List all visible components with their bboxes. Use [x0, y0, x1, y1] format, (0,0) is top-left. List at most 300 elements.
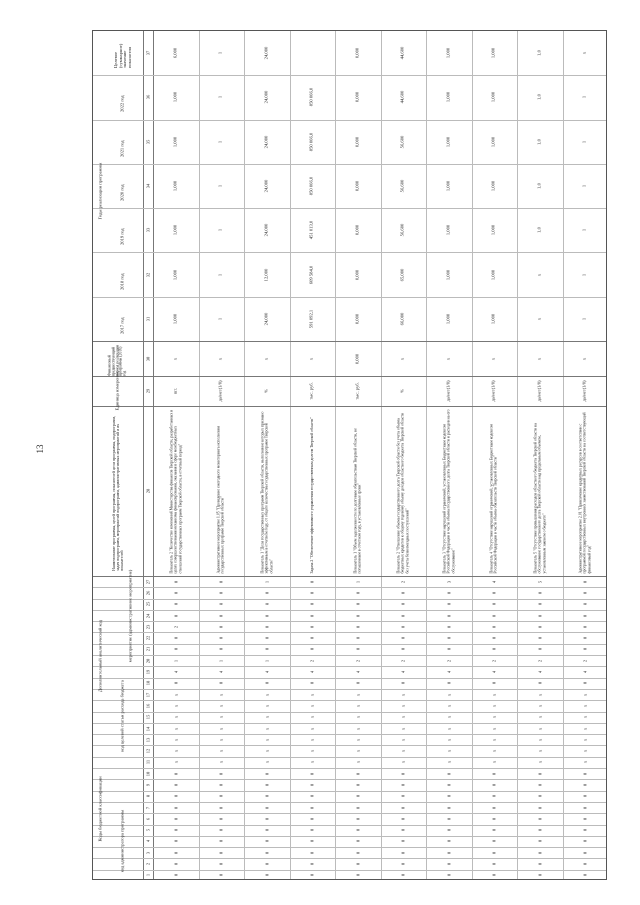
column-number: 4	[145, 840, 151, 843]
grid-line	[93, 768, 606, 769]
table-row-year-value: 0,000	[354, 269, 360, 280]
column-number: 2	[145, 862, 151, 866]
code-cell: 4	[400, 670, 406, 674]
table-row-year-value: 44,600	[399, 91, 405, 104]
code-cell: 0	[537, 829, 543, 832]
table-row-year-value: 1	[217, 229, 223, 232]
grid-line	[472, 31, 473, 879]
code-cell: х	[400, 727, 406, 730]
code-cell: 0	[309, 591, 315, 595]
code-cell: 0	[355, 625, 361, 628]
code-cell: х	[537, 704, 543, 708]
code-cell: 0	[400, 829, 406, 832]
code-cell: 0	[218, 840, 224, 843]
code-cell: 1	[264, 580, 270, 583]
table-row-year-value: 1,0	[536, 227, 542, 234]
grid-line	[426, 31, 427, 879]
code-cell: 0	[582, 580, 588, 583]
table-row-unit: %	[399, 389, 405, 393]
code-cell: 0	[446, 829, 452, 832]
code-cell: х	[309, 716, 315, 719]
table-row-finance: х	[217, 357, 223, 360]
table-row-name: Показатель 3 "Отсутствие нарушений ограничений, установленных Бюджетным кодексом Российской Федерации в части объема государственного долга Тверской области и расходов на его обслуживание"	[442, 409, 455, 574]
table-row-target: 1,000	[490, 47, 496, 59]
table-row-year-value: 850 066,0	[308, 88, 314, 107]
code-cell: х	[173, 727, 179, 730]
table-row-year-value: 1	[581, 96, 587, 99]
code-cell: 0	[218, 614, 224, 617]
table-row-year-value: 609 584,0	[308, 265, 314, 284]
code-cell: 0	[446, 840, 452, 843]
grid-line	[93, 576, 606, 577]
grid-line	[93, 75, 606, 76]
table-row-year-value: 1	[581, 140, 587, 143]
code-cell: 0	[264, 829, 270, 832]
code-cell: 0	[309, 648, 315, 651]
code-cell: 0	[264, 851, 270, 854]
table-row-year-value: 1	[217, 317, 223, 320]
grid-line	[93, 644, 606, 645]
code-cell: х	[264, 761, 270, 764]
code-cell: 0	[355, 682, 361, 685]
code-cell: 0	[491, 783, 497, 787]
code-cell: 0	[582, 682, 588, 685]
code-cell: х	[582, 704, 588, 708]
table-row-year-value: 24,000	[263, 223, 269, 237]
table-row-target: 44,600	[399, 46, 405, 60]
table-row-year-value: 1,000	[490, 136, 496, 147]
column-number: 18	[145, 681, 151, 686]
table-row-unit: шт.	[172, 387, 178, 395]
code-cell: 0	[218, 862, 224, 866]
code-cell: 0	[582, 851, 588, 854]
year-header: 2017 год	[119, 317, 125, 334]
table-row-year-value: 1	[217, 140, 223, 143]
code-cell: 0	[582, 817, 588, 820]
code-cell: 0	[446, 648, 452, 651]
code-cell: 0	[582, 806, 588, 809]
code-cell: х	[537, 738, 543, 741]
grid-line	[93, 599, 606, 600]
code-cell: 0	[355, 862, 361, 866]
code-cell: 0	[173, 772, 179, 775]
code-cell: 0	[400, 851, 406, 854]
code-cell: 0	[582, 772, 588, 775]
grid-line	[93, 655, 606, 656]
code-cell: 2	[400, 659, 406, 662]
table-row-name: Административное мероприятие 1.05 "Проведение ежегодного мониторинга исполнения государственных программ Тверской области"	[216, 426, 226, 574]
grid-line	[93, 208, 606, 209]
code-cell: 0	[218, 829, 224, 832]
table-row-year-value: 0,000	[354, 313, 360, 325]
table-row-finance: х	[445, 357, 451, 360]
code-cell: х	[173, 704, 179, 708]
code-cell: 8	[264, 603, 270, 606]
grid-line	[153, 31, 154, 879]
code-cell: х	[400, 761, 406, 764]
table-row-finance: х	[308, 357, 314, 360]
code-cell: 0	[309, 851, 315, 854]
table-row-unit: да/нет(1/0)	[581, 380, 587, 402]
code-cell: 0	[355, 851, 361, 854]
code-cell: 0	[309, 772, 315, 775]
code-cell: 0	[537, 806, 543, 809]
table-row-year-value: 1,000	[172, 269, 178, 280]
code-cell: 0	[173, 603, 179, 606]
code-cell: 2	[355, 659, 361, 662]
code-cell: х	[537, 716, 543, 719]
column-number: 32	[145, 272, 151, 277]
code-cell: 0	[173, 851, 179, 854]
code-cell: 0	[264, 637, 270, 640]
code-cell: 0	[218, 783, 224, 787]
code-cell: 0	[218, 625, 224, 628]
column-number: 35	[145, 139, 151, 144]
code-cell: х	[355, 716, 361, 719]
column-number: 25	[145, 601, 151, 607]
column-number: 8	[145, 795, 151, 798]
code-cell: х	[446, 749, 452, 753]
code-cell: х	[218, 693, 224, 696]
grid-line	[93, 745, 606, 746]
column-number: 20	[145, 658, 151, 663]
table-row-year-value: 1,000	[445, 269, 451, 280]
year-header: 2019 год	[119, 228, 125, 246]
table-row-finance: 0,000	[354, 353, 360, 364]
code-cell: 0	[400, 862, 406, 866]
code-cell: 0	[537, 783, 543, 787]
code-cell: х	[446, 738, 452, 741]
code-cell: 0	[446, 874, 452, 877]
code-cell: 0	[173, 682, 179, 685]
grid-line	[93, 779, 606, 780]
grid-line	[563, 31, 564, 879]
code-cell: 0	[400, 795, 406, 798]
code-cell: 4	[491, 670, 497, 674]
code-cell: 0	[400, 614, 406, 617]
code-cell: 4	[446, 670, 452, 674]
grid-line	[93, 678, 606, 679]
code-cell: 0	[309, 783, 315, 787]
code-cell: х	[446, 761, 452, 764]
table-row-year-value: 1,000	[445, 92, 451, 103]
code-cell: х	[173, 761, 179, 764]
code-cell: 0	[446, 806, 452, 809]
code-cell: х	[264, 704, 270, 708]
code-cell: 0	[218, 874, 224, 877]
code-cell: 0	[218, 851, 224, 854]
code-cell: 2	[582, 659, 588, 662]
code-cell: х	[491, 727, 497, 730]
code-cell: х	[400, 749, 406, 753]
code-cell: 0	[491, 648, 497, 651]
column-number: 3	[145, 851, 151, 854]
grid-line	[93, 406, 606, 407]
code-cell: 0	[309, 603, 315, 606]
code-cell: 0	[446, 625, 452, 628]
code-cell: 0	[309, 795, 315, 798]
code-cell: х	[582, 738, 588, 741]
column-number: 13	[145, 737, 151, 743]
table-row-year-value: 0,000	[354, 92, 360, 103]
table-row-year-value: 56,600	[399, 135, 405, 149]
code-cell: 0	[537, 637, 543, 640]
column-number: 7	[145, 806, 151, 809]
table-row-unit: да/нет(1/0)	[536, 380, 542, 402]
code-cell: х	[173, 693, 179, 696]
table-row-unit: тыс. руб.	[308, 382, 314, 400]
code-cell: 0	[264, 591, 270, 595]
finance-header: Финансовый предшествующий период реализации программы (2016) год	[107, 344, 127, 376]
grid-line	[93, 164, 606, 165]
code-cell: 4	[491, 580, 497, 583]
code-cell: х	[537, 693, 543, 696]
grid-line	[93, 297, 606, 298]
code-cell: 0	[264, 874, 270, 877]
code-cell: 0	[264, 806, 270, 809]
code-cell: 0	[537, 614, 543, 617]
code-cell: 0	[491, 829, 497, 832]
code-cell: х	[582, 761, 588, 764]
table-row-unit: да/нет(1/0)	[445, 380, 451, 402]
table-row-year-value: 56,600	[399, 179, 405, 193]
code-cell: 0	[173, 783, 179, 787]
code-cell: 8	[582, 603, 588, 606]
table-row-year-value: 1,000	[445, 225, 451, 236]
grid-line	[93, 757, 606, 758]
table-row-year-value: 1	[217, 184, 223, 188]
table-row-target: 1,0	[536, 50, 542, 57]
code-cell: 0	[309, 862, 315, 866]
grid-line	[290, 31, 291, 879]
code-cell: 0	[537, 840, 543, 843]
code-cell: 0	[218, 591, 224, 595]
code-cell: 0	[218, 772, 224, 775]
target-article-header: код целевой статьи расхода бюджета	[119, 680, 125, 752]
table-row-unit: %	[263, 389, 269, 393]
code-cell: 2	[400, 580, 406, 583]
table-row-year-value: 1,000	[172, 92, 178, 103]
code-cell: 0	[173, 874, 179, 877]
code-cell: 0	[537, 817, 543, 820]
table-row-year-value: 66,000	[399, 312, 405, 326]
code-cell: 0	[537, 851, 543, 854]
table-row-year-value: 1,0	[536, 183, 542, 189]
column-number: 37	[145, 50, 151, 56]
table-row-finance: х	[490, 357, 496, 360]
grid-line	[93, 621, 606, 622]
year-header: 2018 год	[119, 272, 125, 290]
table-row-year-value: х	[536, 273, 542, 276]
table-row-name: Показатель 2 "Количество изменений Министерства финансов Тверской области, разработанных в целях совершенствования механизма финансирования, оказания в сфере межбюджетных отношений государственных программ Тверской области, в отчетный период"	[169, 409, 182, 574]
code-cell: х	[264, 727, 270, 730]
table-row-year-value: 24,000	[263, 135, 269, 149]
code-cell: 0	[355, 591, 361, 595]
grid-line	[93, 666, 606, 667]
table-row-finance: х	[399, 357, 405, 360]
code-cell: 2	[309, 659, 315, 662]
code-cell: 0	[355, 874, 361, 877]
code-cell: х	[582, 693, 588, 696]
year-header: 2022 год	[119, 95, 125, 113]
code-cell: х	[355, 761, 361, 764]
column-number: 6	[145, 817, 151, 820]
column-number: 30	[145, 356, 151, 361]
table-row-finance: х	[581, 357, 587, 360]
grid-line	[93, 120, 606, 121]
table-row-year-value: 1	[217, 96, 223, 99]
code-cell: 0	[218, 682, 224, 685]
grid-line	[93, 712, 606, 713]
group-years-header: Годы реализации программы	[97, 162, 103, 220]
code-cell: х	[218, 704, 224, 708]
column-number: 19	[145, 669, 151, 675]
code-cell: 0	[446, 772, 452, 775]
code-cell: 0	[491, 591, 497, 595]
table-row-target: 24,000	[263, 46, 269, 60]
grid-line	[335, 31, 336, 879]
code-cell: 0	[446, 682, 452, 685]
table-row-year-value: 850 066,0	[308, 176, 314, 196]
column-number: 36	[145, 95, 151, 100]
table-row-target: 6,000	[172, 47, 178, 59]
code-cell: 0	[537, 625, 543, 628]
column-number: 33	[145, 228, 151, 233]
column-number: 31	[145, 316, 151, 322]
table-row-name: Показатель 4 "Отсутствие нарушений ограничений, установленных Бюджетным кодексом Российской Федерации в части объема обязательств Тверской области"	[489, 424, 499, 574]
code-cell: х	[491, 693, 497, 696]
target-value-header: Целевое (суммарное) значение показателя	[112, 43, 132, 69]
code-cell: 0	[582, 829, 588, 832]
code-cell: х	[355, 749, 361, 753]
code-cell: 0	[309, 625, 315, 628]
code-cell: х	[264, 749, 270, 753]
code-cell: х	[309, 761, 315, 764]
table-row-year-value: 591 092,1	[308, 309, 314, 329]
table-row-year-value: 1	[581, 229, 587, 232]
table-row-year-value: 1,000	[445, 180, 451, 192]
grid-line	[93, 825, 606, 826]
code-cell: х	[582, 749, 588, 753]
name-header: Наименование программы, целей программы, показателей цели программы, подпрограмм, задач подпрограмм, мероприятий подпрограмм, административных мероприятий и их показателей	[111, 416, 124, 571]
program-table	[92, 30, 607, 880]
code-cell: 0	[537, 772, 543, 775]
grid-line	[93, 632, 606, 633]
column-number: 15	[145, 714, 151, 720]
code-cell: 0	[537, 795, 543, 798]
code-cell: 2	[491, 659, 497, 662]
grid-line	[93, 858, 606, 859]
code-cell: х	[218, 716, 224, 719]
grid-line	[93, 847, 606, 848]
column-number: 11	[145, 760, 151, 765]
code-cell: 0	[355, 772, 361, 775]
code-cell: х	[309, 749, 315, 753]
code-cell: 4	[264, 670, 270, 674]
grid-line	[93, 587, 606, 588]
code-cell: 0	[355, 806, 361, 809]
table-row-name: Задача 2 "Обеспечение эффективного управления государственным долгом Тверской области"	[310, 417, 315, 574]
code-cell: 0	[173, 806, 179, 809]
code-cell: х	[173, 716, 179, 719]
code-cell: х	[491, 761, 497, 764]
code-cell: х	[355, 704, 361, 708]
code-cell: х	[264, 693, 270, 696]
table-row-year-value: 451 013,0	[308, 221, 314, 240]
code-cell: 0	[355, 829, 361, 832]
code-cell: 0	[264, 817, 270, 820]
table-row-year-value: 1,000	[490, 225, 496, 236]
grid-line	[93, 689, 606, 690]
column-number: 5	[145, 829, 151, 832]
code-cell: х	[491, 749, 497, 753]
table-row-year-value: 1	[217, 273, 223, 276]
table-row-year-value: 0,000	[354, 225, 360, 236]
code-cell: 0	[218, 806, 224, 809]
code-cell: х	[491, 704, 497, 708]
code-cell: 0	[309, 614, 315, 617]
code-cell: 0	[491, 840, 497, 843]
column-number: 28	[145, 488, 151, 494]
code-cell: 0	[218, 637, 224, 640]
grid-line	[143, 31, 144, 879]
code-cell: 0	[400, 806, 406, 809]
code-cell: 1	[355, 580, 361, 583]
code-cell: х	[173, 738, 179, 741]
code-cell: х	[309, 704, 315, 708]
grid-line	[93, 734, 606, 735]
code-cell: х	[309, 738, 315, 741]
code-cell: 0	[264, 795, 270, 798]
table-row-year-value: 0,000	[354, 136, 360, 147]
code-cell: 0	[491, 614, 497, 617]
code-cell: 0	[491, 862, 497, 866]
code-cell: х	[218, 749, 224, 753]
code-cell: 0	[218, 817, 224, 820]
code-cell: 0	[309, 682, 315, 685]
code-cell: 0	[582, 648, 588, 651]
code-cell: 4	[355, 670, 361, 674]
code-cell: х	[400, 693, 406, 696]
code-cell: 0	[491, 682, 497, 685]
code-cell: 0	[582, 840, 588, 843]
code-cell: х	[537, 727, 543, 730]
table-row-year-value: х	[536, 317, 542, 320]
code-cell: 0	[582, 862, 588, 866]
code-cell: 0	[446, 783, 452, 787]
table-row-unit: да/нет(1/0)	[217, 380, 223, 402]
code-cell: 0	[582, 795, 588, 798]
table-row-year-value: 1,000	[172, 313, 178, 325]
code-cell: 0	[582, 591, 588, 595]
column-number: 12	[145, 748, 151, 754]
grid-line	[93, 813, 606, 814]
code-cell: 0	[309, 637, 315, 640]
code-cell: 5	[537, 580, 543, 583]
event-header: мероприятие (административное мероприятие)	[127, 569, 133, 663]
code-cell: 0	[446, 614, 452, 617]
column-number: 10	[145, 771, 151, 776]
code-cell: 0	[400, 637, 406, 640]
code-cell: х	[264, 738, 270, 741]
code-cell: 4	[309, 670, 315, 674]
code-cell: 0	[491, 874, 497, 877]
code-cell: х	[355, 727, 361, 730]
grid-line	[93, 341, 606, 342]
code-cell: 0	[173, 829, 179, 832]
year-header: 2021 год	[119, 140, 125, 157]
table-row-year-value: 1,000	[172, 180, 178, 192]
